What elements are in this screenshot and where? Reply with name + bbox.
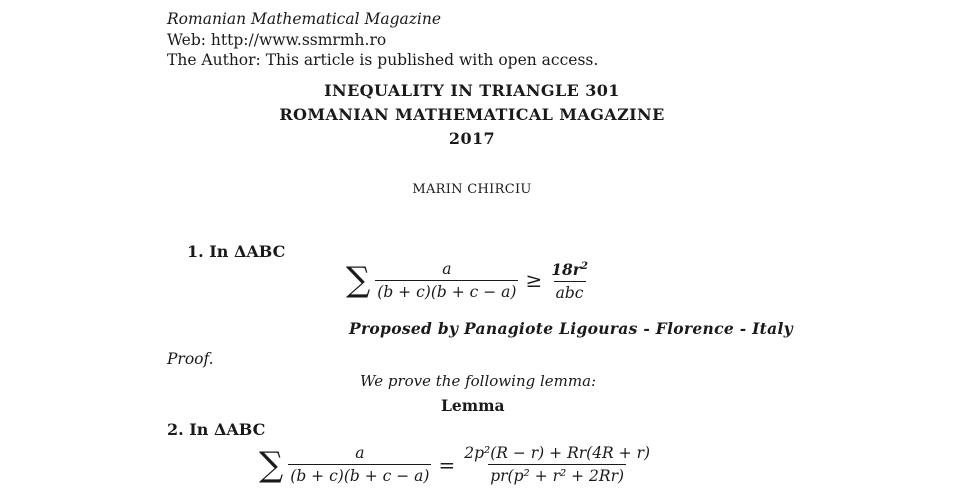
sum-symbol: ∑ [346, 260, 371, 301]
lhs-fraction [375, 258, 518, 303]
sum-symbol: ∑ [259, 444, 284, 485]
journal-web-link[interactable]: Web: http://www.ssmrmh.ro [167, 31, 387, 49]
paper-subtitle: ROMANIAN MATHEMATICAL MAGAZINE [279, 105, 665, 124]
lemma-intro: We prove the following lemma: [360, 372, 597, 390]
lhs-numerator: a [442, 259, 452, 278]
lemma-lhs-denominator: (b + c)(b + c − a) [288, 464, 431, 487]
proposed-by: Proposed by Panagiote Ligouras - Florence - Italy [349, 319, 793, 338]
open-access-note: The Author: This article is published with open access. [167, 51, 599, 69]
lemma-label: 2. In ΔABC [167, 420, 266, 439]
proof-label: Proof. [167, 350, 214, 368]
problem-label: 1. In ΔABC [187, 242, 286, 261]
lemma-title: Lemma [441, 396, 505, 415]
equals-symbol: = [438, 452, 456, 477]
relation-symbol: ≥ [525, 268, 543, 293]
lemma-identity [259, 442, 655, 487]
rhs-numerator-exponent: 2 [580, 261, 588, 272]
paper-title: INEQUALITY IN TRIANGLE 301 [324, 81, 620, 100]
paper-year: 2017 [448, 129, 496, 148]
author-name: MARIN CHIRCIU [412, 182, 532, 197]
journal-name: Romanian Mathematical Magazine [167, 10, 442, 28]
lhs-denominator: (b + c)(b + c − a) [375, 280, 518, 303]
lemma-rhs-fraction [462, 442, 652, 487]
lemma-lhs-fraction [288, 442, 431, 487]
lemma-rhs-denominator: pr(p² + r² + 2Rr) [488, 464, 626, 487]
lemma-rhs-numerator: 2p²(R − r) + Rr(4R + r) [464, 444, 651, 462]
problem-inequality [346, 256, 593, 304]
rhs-numerator-base: 18r [551, 260, 581, 280]
lemma-lhs-numerator: a [355, 444, 365, 462]
rhs-numerator [549, 256, 590, 281]
rhs-fraction [549, 256, 590, 304]
rhs-denominator: abc [554, 281, 586, 304]
